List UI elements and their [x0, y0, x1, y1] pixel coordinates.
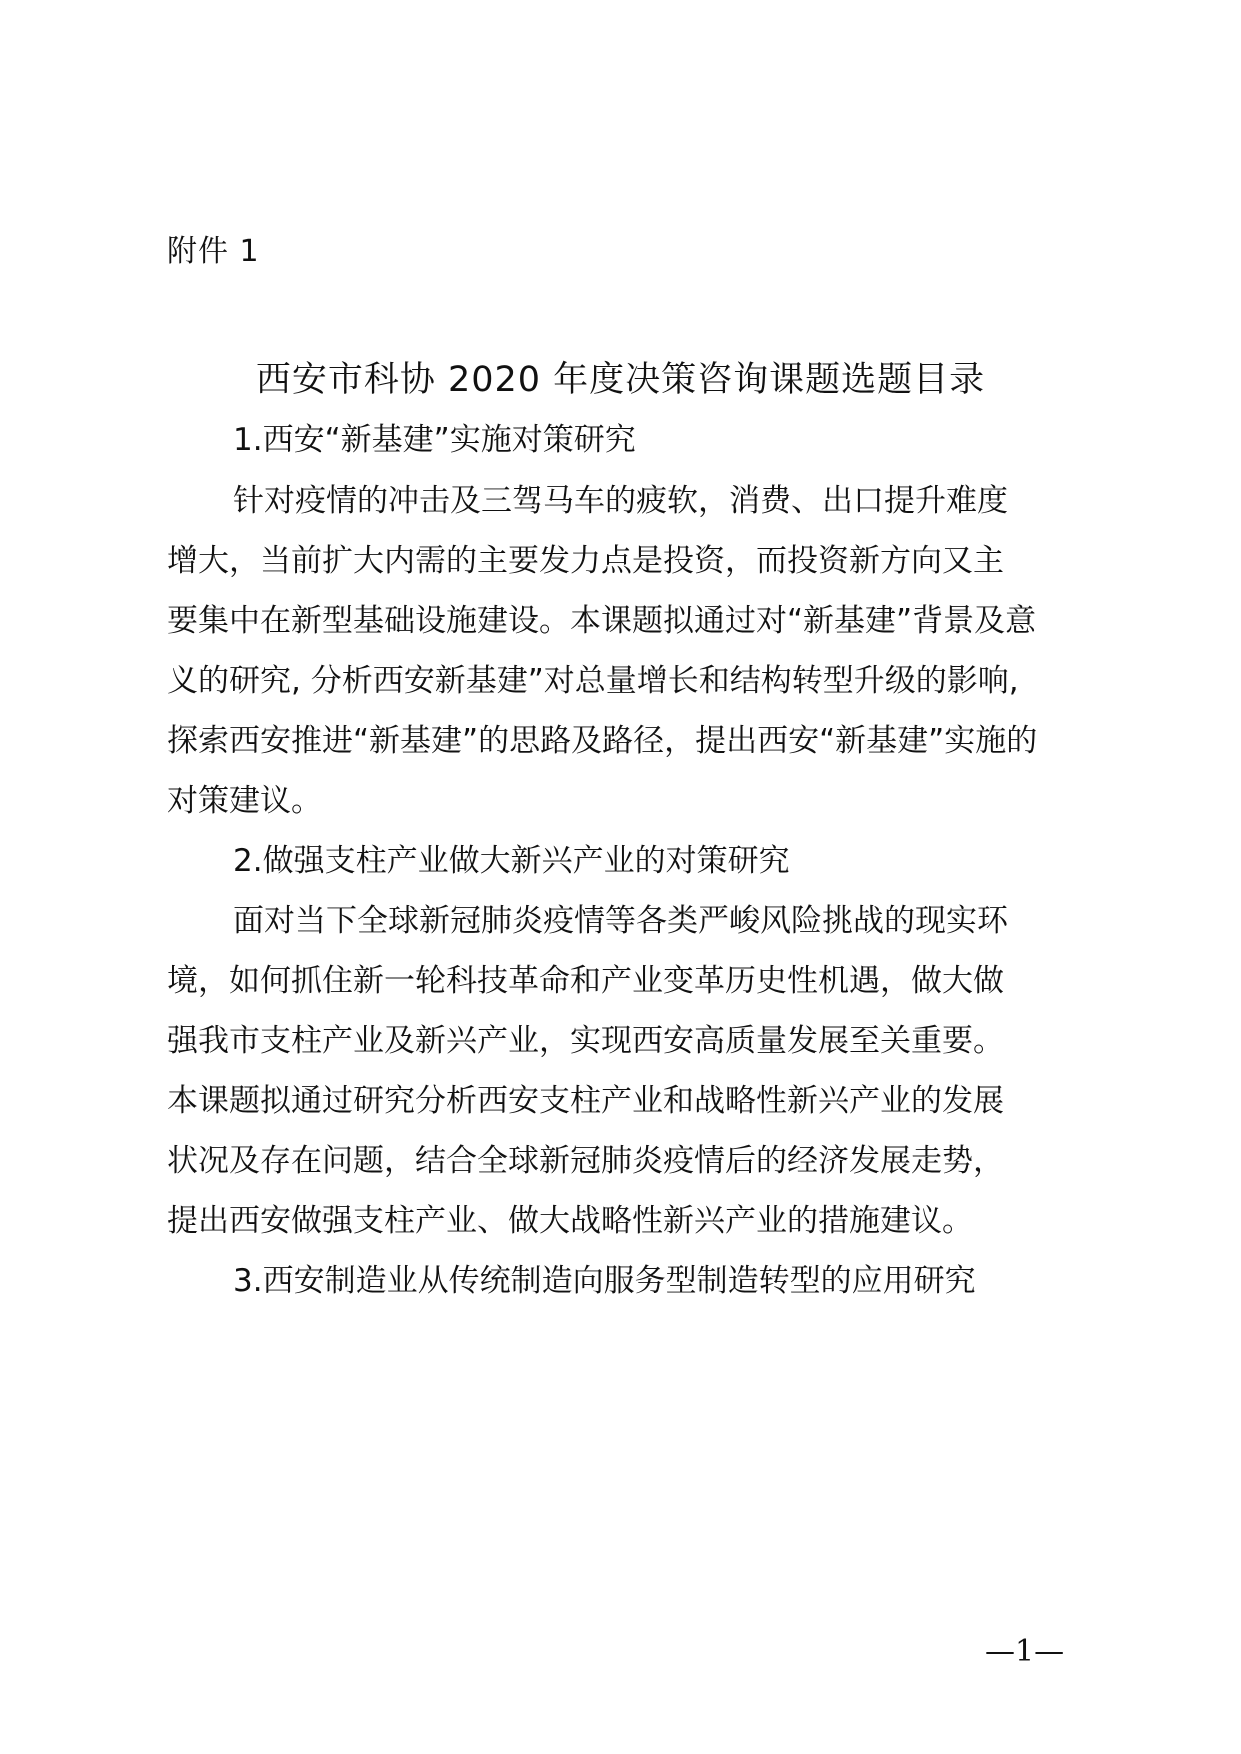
body-line: 对策建议。: [167, 783, 322, 819]
body-line: 针对疫情的冲击及三驾马车的疲软，消费、出口提升难度: [233, 483, 1008, 519]
body-line: 面对当下全球新冠肺炎疫情等各类严峻风险挑战的现实环: [233, 903, 1008, 939]
body-line: 强我市支柱产业及新兴产业，实现西安高质量发展至关重要。: [167, 1023, 1004, 1059]
body-line: 本课题拟通过研究分析西安支柱产业和战略性新兴产业的发展: [167, 1083, 1004, 1119]
page-number: —1—: [985, 1634, 1065, 1669]
body-line: 增大，当前扩大内需的主要发力点是投资，而投资新方向又主: [167, 543, 1004, 579]
body-line: 探索西安推进“新基建”的思路及路径，提出西安“新基建”实施的: [167, 723, 1038, 759]
body-line: 义的研究, 分析西安新基建”对总量增长和结构转型升级的影响,: [167, 663, 1019, 699]
body-line: 提出西安做强支柱产业、做大战略性新兴产业的措施建议。: [167, 1203, 973, 1239]
attachment-label: 附件 1: [167, 234, 260, 269]
section-heading-3: 3.西安制造业从传统制造向服务型制造转型的应用研究: [233, 1263, 976, 1299]
body-line: 境，如何抓住新一轮科技革命和产业变革历史性机遇，做大做: [167, 963, 1004, 999]
body-line: 状况及存在问题，结合全球新冠肺炎疫情后的经济发展走势，: [167, 1143, 1004, 1179]
body-line: 要集中在新型基础设施建设。本课题拟通过对“新基建”背景及意: [167, 603, 1037, 639]
section-heading-1: 1.西安“新基建”实施对策研究: [233, 422, 636, 458]
section-heading-2: 2.做强支柱产业做大新兴产业的对策研究: [233, 843, 790, 879]
document-title: 西安市科协 2020 年度决策咨询课题选题目录: [255, 360, 986, 400]
